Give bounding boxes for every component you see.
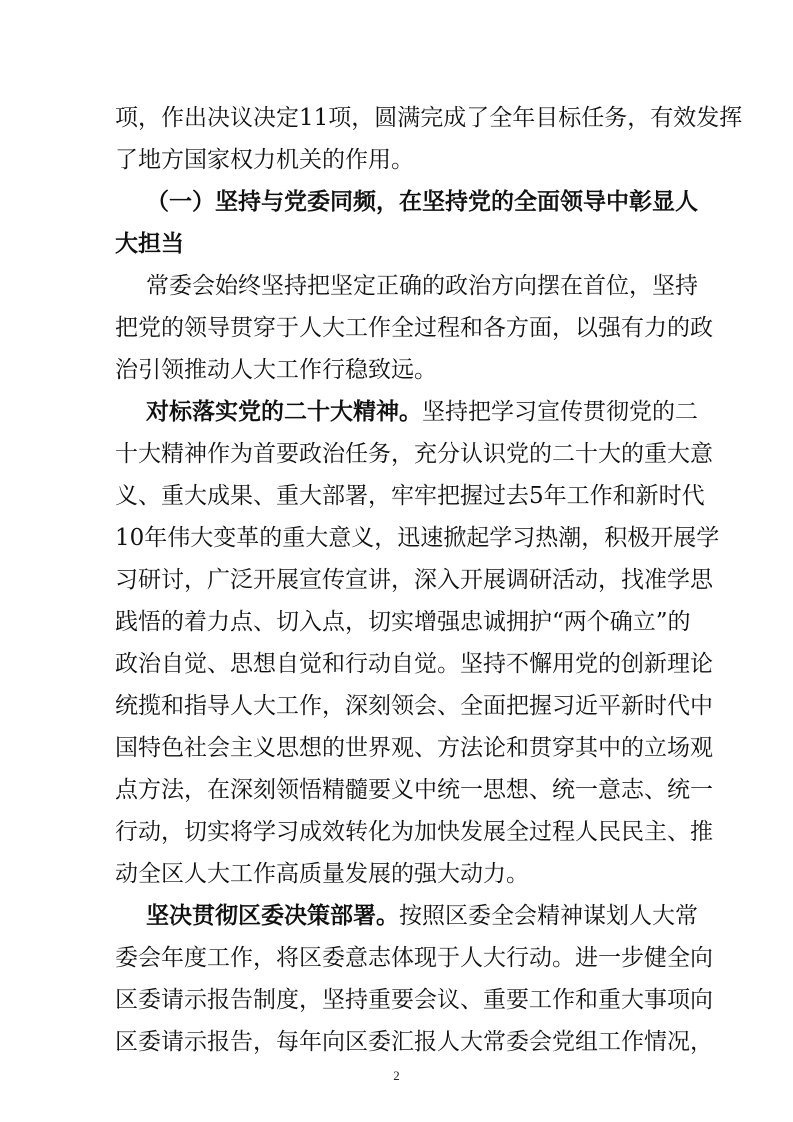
paragraph-line: 十大精神作为首要政治任务，充分认识党的二十大的重大意 xyxy=(115,441,713,467)
paragraph-line: 区委请示报告制度，坚持重要会议、重要工作和重大事项向 xyxy=(115,987,713,1013)
paragraph-text: 按照区委全会精神谋划人大常 xyxy=(399,903,698,929)
paragraph-lead: 对标落实党的二十大精神。 xyxy=(146,399,422,425)
paragraph-lead: 坚决贯彻区委决策部署。 xyxy=(146,903,399,929)
paragraph-line: 了地方国家权力机关的作用。 xyxy=(115,147,414,173)
paragraph-line: 践悟的着力点、切入点，切实增强忠诚拥护“两个确立”的 xyxy=(115,609,691,635)
section-heading: 大担当 xyxy=(115,231,184,257)
paragraph-line: 政治自觉、思想自觉和行动自觉。坚持不懈用党的创新理论 xyxy=(115,651,713,677)
section-heading: （一）坚持与党委同频，在坚持党的全面领导中彰显人 xyxy=(146,189,698,215)
paragraph-line: 国特色社会主义思想的世界观、方法论和贯穿其中的立场观 xyxy=(115,735,713,761)
paragraph-line: 习研讨，广泛开展宣传宣讲，深入开展调研活动，找准学思 xyxy=(115,567,713,593)
paragraph-text: 坚持把学习宣传贯彻党的二 xyxy=(422,399,698,425)
paragraph-line: 行动，切实将学习成效转化为加快发展全过程人民民主、推 xyxy=(115,819,713,845)
page-number: 2 xyxy=(393,1068,400,1083)
paragraph-line: 点方法，在深刻领悟精髓要义中统一思想、统一意志、统一 xyxy=(115,777,713,803)
paragraph-line: 常委会始终坚持把坚定正确的政治方向摆在首位，坚持 xyxy=(146,273,698,299)
paragraph-line: 统揽和指导人大工作，深刻领会、全面把握习近平新时代中 xyxy=(115,693,713,719)
paragraph-line xyxy=(146,901,698,931)
paragraph-line: 义、重大成果、重大部署，牢牢把握过去5年工作和新时代 xyxy=(115,483,705,509)
paragraph-line xyxy=(146,397,698,427)
paragraph-line: 动全区人大工作高质量发展的强大动力。 xyxy=(115,861,529,887)
paragraph-line: 治引领推动人大工作行稳致远。 xyxy=(115,357,437,383)
paragraph-line: 项，作出决议决定11项，圆满完成了全年目标任务，有效发挥 xyxy=(115,105,743,131)
paragraph-line: 委会年度工作，将区委意志体现于人大行动。进一步健全向 xyxy=(115,945,713,971)
paragraph-line: 10年伟大变革的重大意义，迅速掀起学习热潮，积极开展学 xyxy=(115,525,720,551)
paragraph-line: 区委请示报告，每年向区委汇报人大常委会党组工作情况， xyxy=(115,1029,713,1055)
paragraph-line: 把党的领导贯穿于人大工作全过程和各方面，以强有力的政 xyxy=(115,315,713,341)
